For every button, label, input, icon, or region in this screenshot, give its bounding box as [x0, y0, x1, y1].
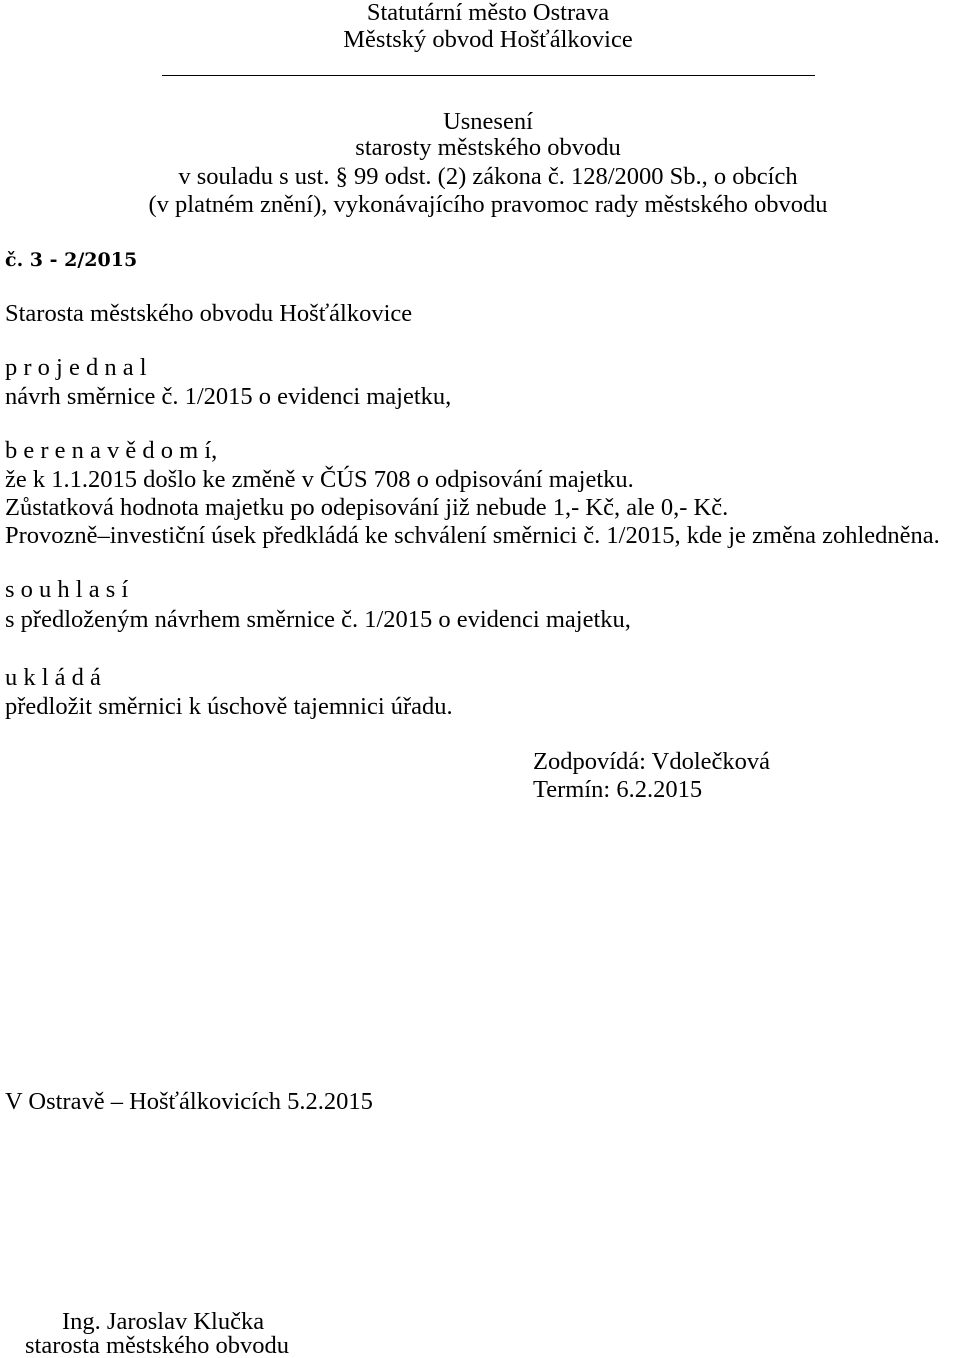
document-subtitle: starosty městského obvodu	[355, 134, 621, 161]
section-line: že k 1.1.2015 došlo ke změně v ČÚS 708 o odpisování majetku.	[5, 466, 634, 493]
section-projednal	[5, 355, 955, 410]
task-deadline: Termín: 6.2.2015	[533, 776, 703, 803]
section-line: s předloženým návrhem směrnice č. 1/2015 o evidenci majetku,	[5, 606, 631, 633]
section-uklada	[5, 665, 955, 720]
district-name: Městský obvod Hošťálkovice	[343, 26, 633, 53]
legal-basis-line-2: (v platném znění), vykonávajícího pravomoc rady městského obvodu	[148, 191, 828, 218]
resolution-number: č. 3 - 2/2015	[5, 249, 138, 271]
legal-basis-line-1: v souladu s ust. § 99 odst. (2) zákona č. 128/2000 Sb., o obcích	[178, 163, 798, 190]
section-bere-na-vedomi	[5, 438, 955, 549]
document-title: Usnesení	[443, 108, 533, 135]
place-date: V Ostravě – Hošťálkovicích 5.2.2015	[5, 1088, 373, 1115]
signature-block	[25, 1309, 325, 1356]
section-line: návrh směrnice č. 1/2015 o evidenci majetku,	[5, 383, 452, 410]
signatory-name: Ing. Jaroslav Klučka	[62, 1308, 265, 1335]
section-verb: s o u h l a s í	[5, 576, 129, 603]
city-name: Statutární město Ostrava	[366, 0, 610, 26]
task-responsible: Zodpovídá: Vdolečková	[533, 748, 771, 775]
section-verb: u k l á d á	[5, 664, 101, 691]
header-rule	[162, 75, 815, 76]
section-verb: p r o j e d n a l	[5, 354, 147, 381]
section-line: Zůstatková hodnota majetku po odepisování již nebude 1,- Kč, ale 0,- Kč.	[5, 494, 729, 521]
section-line: předložit směrnici k úschově tajemnici úřadu.	[5, 693, 453, 720]
section-souhlasi	[5, 577, 955, 633]
section-verb: b e r e n a v ě d o m í,	[5, 437, 218, 464]
signatory-role: starosta městského obvodu	[25, 1332, 290, 1358]
task-block	[533, 749, 793, 803]
section-line: Provozně–investiční úsek předkládá ke schválení směrnici č. 1/2015, kde je změna zohledněna.	[5, 522, 940, 549]
resolution-actor: Starosta městského obvodu Hošťálkovice	[5, 300, 413, 327]
